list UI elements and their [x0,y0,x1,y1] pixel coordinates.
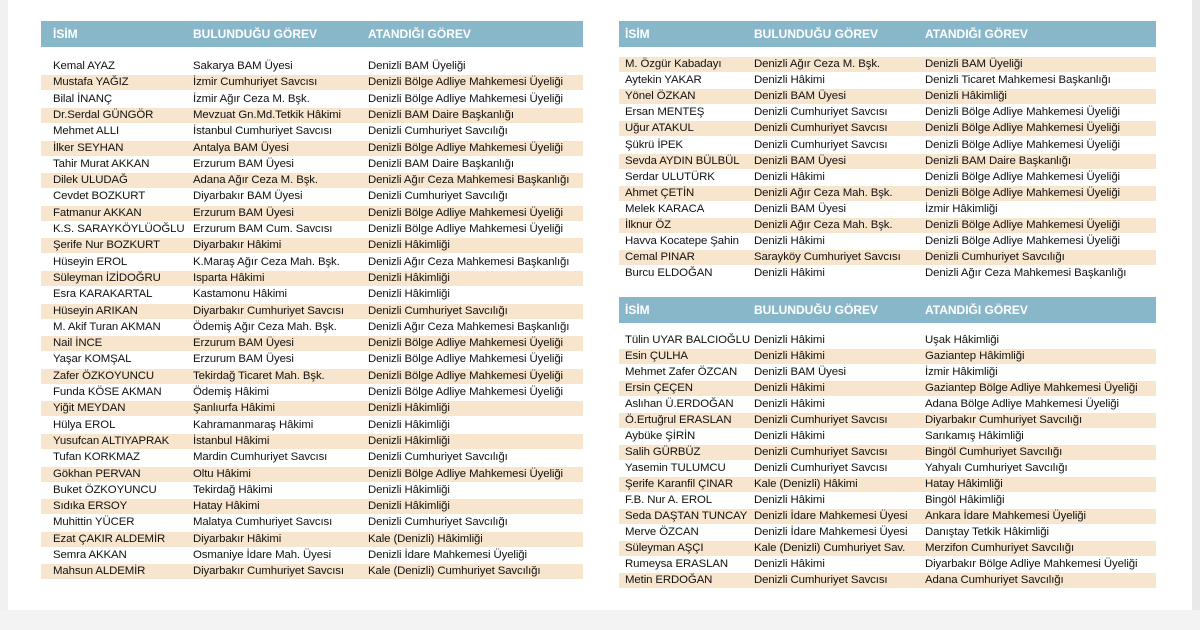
cell-assigned-position: Denizli Bölge Adliye Mahkemesi Üyeliği [925,170,1120,183]
cell-name: Şerife Nur BOZKURT [53,239,160,252]
cell-name: Dr.Serdal GÜNGÖR [53,108,154,121]
cell-name: Mustafa YAĞIZ [53,76,129,89]
cell-current-position: Denizli Hâkimi [754,334,825,346]
cell-current-position: Denizli BAM Üyesi [754,90,846,103]
table-row [619,349,1156,364]
cell-assigned-position: Denizli Bölge Adliye Mahkemesi Üyeliği [925,106,1120,119]
table-row [619,186,1156,201]
cell-assigned-position: Denizli Hâkimliği [368,288,450,301]
cell-current-position: Diyarbakır Hâkimi [193,532,282,545]
cell-current-position: Denizli İdare Mahkemesi Üyesi [754,526,908,538]
table-row [619,234,1156,249]
cell-name: Yasemin TULUMCU [625,462,726,474]
cell-current-position: Denizli Cumhuriyet Savcısı [754,574,888,586]
cell-name: Kemal AYAZ [53,60,115,72]
cell-current-position: Kahramanmaraş Hâkimi [193,418,314,431]
cell-name: Zafer ÖZKOYUNCU [53,369,155,382]
table-row [619,202,1156,217]
table-row [619,525,1156,540]
cell-current-position: Mevzuat Gn.Md.Tetkik Hâkimi [193,108,341,121]
cell-assigned-position: Denizli Bölge Adliye Mahkemesi Üyeliği [368,337,563,350]
cell-name: Tahir Murat AKKAN [53,157,150,170]
cell-current-position: İzmir Cumhuriyet Savcısı [193,76,318,89]
cell-assigned-position: Denizli Bölge Adliye Mahkemesi Üyeliği [925,122,1120,135]
table-row [619,413,1156,428]
cell-assigned-position: Danıştay Tetkik Hâkimliği [925,526,1049,538]
cell-assigned-position: Denizli Bölge Adliye Mahkemesi Üyeliği [368,92,563,105]
cell-assigned-position: Diyarbakır Bölge Adliye Mahkemesi Üyeliği [925,558,1138,570]
cell-current-position: Tekirdağ Hâkimi [193,483,273,496]
cell-assigned-position: Denizli Cumhuriyet Savcılığı [368,451,508,464]
cell-current-position: Hatay Hâkimi [193,500,260,513]
table-row [619,381,1156,396]
header-name: İSİM [625,303,650,317]
cell-assigned-position: Denizli BAM Daire Başkanlığı [368,157,514,170]
cell-current-position: Denizli Ağır Ceza Mah. Bşk. [754,186,893,199]
cell-assigned-position: Kale (Denizli) Cumhuriyet Savcılığı [368,565,541,578]
cell-current-position: Denizli Hâkimi [754,382,825,394]
cell-current-position: Denizli Hâkimi [754,494,825,506]
table-row [41,59,583,74]
cell-assigned-position: Denizli Bölge Adliye Mahkemesi Üyeliği [368,386,563,398]
cell-assigned-position: Denizli Ağır Ceza Mahkemesi Başkanlığı [368,320,570,333]
cell-assigned-position: Denizli Ağır Ceza Mahkemesi Başkanlığı [368,255,570,268]
cell-assigned-position: Denizli Hâkimliği [925,90,1007,103]
right-edge [1192,0,1200,630]
cell-name: Ersin ÇEÇEN [625,382,693,394]
cell-name: Muhittin YÜCER [53,516,135,529]
cell-assigned-position: Denizli Bölge Adliye Mahkemesi Üyeliği [368,76,563,89]
cell-assigned-position: Denizli Cumhuriyet Savcılığı [925,251,1065,264]
header-name: İSİM [53,27,78,41]
cell-name: Hülya EROL [53,418,116,431]
cell-assigned-position: İzmir Hâkimliği [925,202,998,215]
table-row [41,92,583,107]
cell-assigned-position: Sarıkamış Hâkimliği [925,430,1024,442]
table-row [41,467,583,482]
cell-assigned-position: Denizli BAM Üyeliği [925,58,1023,70]
table-row [41,157,583,172]
cell-name: Buket ÖZKOYUNCU [53,483,157,496]
cell-name: Yusufcan ALTIYAPRAK [53,434,170,447]
bottom-edge [0,610,1200,630]
cell-current-position: Denizli Cumhuriyet Savcısı [754,122,888,135]
table-row [41,287,583,302]
cell-current-position: Antalya BAM Üyesi [193,141,289,154]
cell-current-position: Diyarbakır Cumhuriyet Savcısı [193,304,344,317]
cell-assigned-position: Denizli Bölge Adliye Mahkemesi Üyeliği [925,186,1120,199]
cell-assigned-position: Denizli Bölge Adliye Mahkemesi Üyeliği [368,467,563,480]
cell-name: Esin ÇULHA [625,350,688,362]
header-current-position: BULUNDUĞU GÖREV [754,303,879,317]
cell-current-position: Diyarbakır BAM Üyesi [193,190,303,203]
cell-current-position: Denizli Hâkimi [754,170,825,183]
cell-name: Semra AKKAN [53,549,127,561]
table-row [41,401,583,416]
cell-name: Ersan MENTEŞ [625,106,705,119]
cell-assigned-position: Merzifon Cumhuriyet Savcılığı [925,542,1075,554]
cell-current-position: Kale (Denizli) Hâkimi [754,478,858,490]
cell-name: Dilek ULUDAĞ [53,174,128,187]
cell-current-position: Adana Ağır Ceza M. Bşk. [193,174,318,187]
cell-name: Cevdet BOZKURT [53,190,146,203]
cell-assigned-position: Denizli Hâkimliği [368,483,450,496]
cell-name: Funda KÖSE AKMAN [53,386,162,398]
cell-current-position: Şanlıurfa Hâkimi [193,402,275,415]
header-assigned-position: ATANDIĞI GÖREV [925,27,1028,41]
table-row [41,320,583,335]
table-row [41,564,583,579]
cell-name: Şükrü İPEK [625,138,683,151]
table-row [619,218,1156,233]
cell-name: Sevda AYDIN BÜLBÜL [625,154,740,167]
table-row [619,105,1156,120]
table-row [619,73,1156,88]
cell-name: Aytekin YAKAR [625,74,702,87]
cell-assigned-position: Denizli Bölge Adliye Mahkemesi Üyeliği [368,141,563,154]
cell-assigned-position: Denizli Ticaret Mahkemesi Başkanlığı [925,74,1111,87]
cell-name: Merve ÖZCAN [625,526,699,538]
table-row [41,124,583,139]
cell-name: M. Akif Turan AKMAN [53,320,161,333]
table-row [619,493,1156,508]
cell-current-position: Mardin Cumhuriyet Savcısı [193,451,328,464]
cell-assigned-position: Denizli Cumhuriyet Savcılığı [368,516,508,529]
cell-assigned-position: Denizli Bölge Adliye Mahkemesi Üyeliği [925,219,1120,231]
table-row [41,499,583,514]
cell-name: Süleyman İZİDOĞRU [53,271,161,284]
cell-current-position: Erzurum BAM Üyesi [193,206,294,219]
cell-assigned-position: Denizli Bölge Adliye Mahkemesi Üyeliği [925,138,1120,151]
table-row [619,250,1156,265]
cell-assigned-position: Denizli Ağır Ceza Mahkemesi Başkanlığı [368,174,570,187]
cell-assigned-position: Diyarbakır Cumhuriyet Savcılığı [925,414,1083,426]
cell-current-position: Ödemiş Hâkimi [193,386,269,398]
cell-name: Seda DAŞTAN TUNCAY [625,510,748,522]
header-assigned-position: ATANDIĞI GÖREV [925,303,1028,317]
table-row [41,75,583,90]
table-row [41,483,583,498]
cell-current-position: Denizli Hâkimi [754,430,825,442]
cell-assigned-position: Denizli Hâkimliği [368,500,450,513]
cell-current-position: Denizli Ağır Ceza Mah. Bşk. [754,219,893,231]
table-row [619,138,1156,153]
cell-name: M. Özgür Kabadayı [625,58,722,70]
cell-name: Uğur ATAKUL [625,122,694,135]
table-row [619,266,1156,281]
header-current-position: BULUNDUĞU GÖREV [754,27,879,41]
table-row [619,333,1156,348]
cell-current-position: Denizli Hâkimi [754,235,825,248]
cell-assigned-position: Denizli BAM Üyeliği [368,60,466,72]
header-assigned-position: ATANDIĞI GÖREV [368,27,471,41]
cell-assigned-position: Yahyalı Cumhuriyet Savcılığı [925,462,1068,474]
table-row [41,548,583,563]
table-row [619,541,1156,556]
cell-assigned-position: Denizli BAM Daire Başkanlığı [925,154,1071,167]
table-row [619,170,1156,185]
cell-name: Ahmet ÇETİN [625,186,695,199]
table-right-top [619,21,1156,283]
table-row [41,352,583,367]
table-row [619,397,1156,412]
table-header [619,297,1156,323]
table-header [41,21,583,47]
cell-current-position: Sarayköy Cumhuriyet Savcısı [754,251,901,264]
cell-name: Havva Kocatepe Şahin [625,235,739,248]
table-row [619,154,1156,169]
cell-assigned-position: Denizli İdare Mahkemesi Üyeliği [368,549,527,561]
cell-name: Şerife Karanfil ÇINAR [625,478,734,490]
table-header [619,21,1156,47]
cell-name: Esra KARAKARTAL [53,288,153,301]
table-row [41,418,583,433]
cell-name: Tufan KORKMAZ [53,451,140,464]
cell-assigned-position: Denizli Bölge Adliye Mahkemesi Üyeliği [368,223,563,235]
cell-current-position: Denizli BAM Üyesi [754,154,846,167]
cell-name: Metin ERDOĞAN [625,574,713,586]
cell-name: Mahsun ALDEMİR [53,565,146,578]
table-row [41,206,583,221]
cell-name: Mehmet Zafer ÖZCAN [625,366,738,378]
table-row [619,365,1156,380]
cell-assigned-position: Gaziantep Hâkimliği [925,350,1025,362]
table-right-bottom [619,297,1156,597]
cell-current-position: Denizli Ağır Ceza M. Bşk. [754,58,881,70]
cell-name: Aybüke ŞİRİN [625,430,696,442]
cell-current-position: Ödemiş Ağır Ceza Mah. Bşk. [193,320,337,333]
cell-current-position: Kastamonu Hâkimi [193,288,287,301]
cell-current-position: Erzurum BAM Üyesi [193,157,294,170]
cell-current-position: İzmir Ağır Ceza M. Bşk. [193,92,310,105]
cell-current-position: Denizli Cumhuriyet Savcısı [754,414,888,426]
cell-current-position: Denizli Hâkimi [754,74,825,87]
cell-assigned-position: Denizli Hâkimliği [368,418,450,431]
cell-name: Cemal PINAR [625,251,695,264]
cell-assigned-position: Adana Bölge Adliye Mahkemesi Üyeliği [925,398,1119,410]
cell-current-position: Denizli Hâkimi [754,350,825,362]
table-row [41,450,583,465]
cell-name: Bilal İNANÇ [53,92,113,105]
table-row [41,173,583,188]
cell-assigned-position: Gaziantep Bölge Adliye Mahkemesi Üyeliği [925,382,1138,394]
table-row [41,189,583,204]
cell-assigned-position: Bingöl Cumhuriyet Savcılığı [925,446,1063,458]
cell-assigned-position: Denizli Cumhuriyet Savcılığı [368,125,508,138]
table-left [41,21,583,591]
cell-name: Salih GÜRBÜZ [625,446,701,458]
table-row [619,89,1156,104]
table-row [41,336,583,351]
cell-name: Mehmet ALLI [53,125,120,138]
table-row [41,222,583,237]
table-row [619,121,1156,136]
cell-current-position: Denizli Cumhuriyet Savcısı [754,138,888,151]
table-row [41,108,583,123]
cell-assigned-position: Denizli Cumhuriyet Savcılığı [368,190,508,203]
cell-current-position: Denizli İdare Mahkemesi Üyesi [754,510,908,522]
cell-current-position: Denizli Hâkimi [754,267,825,280]
cell-current-position: Denizli Hâkimi [754,558,825,570]
cell-current-position: Isparta Hâkimi [193,271,265,284]
table-row [619,461,1156,476]
table-row [619,429,1156,444]
cell-name: Yönel ÖZKAN [625,90,696,103]
cell-name: K.S. SARAYKÖYLÜOĞLU [53,223,185,235]
cell-current-position: Denizli Cumhuriyet Savcısı [754,462,888,474]
cell-name: İlknur ÖZ [625,219,671,231]
table-row [41,434,583,449]
cell-assigned-position: Denizli Cumhuriyet Savcılığı [368,304,508,317]
cell-name: Burcu ELDOĞAN [625,267,713,280]
cell-assigned-position: Hatay Hâkimliği [925,478,1003,490]
cell-assigned-position: Bingöl Hâkimliği [925,494,1005,506]
cell-current-position: Erzurum BAM Üyesi [193,353,294,366]
cell-current-position: Tekirdağ Ticaret Mah. Bşk. [193,369,325,382]
cell-current-position: Denizli BAM Üyesi [754,202,846,215]
cell-name: Süleyman AŞÇI [625,542,704,554]
cell-current-position: Denizli Cumhuriyet Savcısı [754,106,888,119]
table-row [41,271,583,286]
cell-assigned-position: Denizli Ağır Ceza Mahkemesi Başkanlığı [925,267,1127,280]
table-row [41,141,583,156]
header-current-position: BULUNDUĞU GÖREV [193,27,318,41]
cell-current-position: Diyarbakır Cumhuriyet Savcısı [193,565,344,578]
cell-current-position: Osmaniye İdare Mah. Üyesi [193,549,332,561]
cell-assigned-position: Denizli Bölge Adliye Mahkemesi Üyeliği [925,235,1120,248]
cell-assigned-position: Denizli Hâkimliği [368,239,450,252]
left-edge [0,0,8,630]
cell-current-position: İstanbul Hâkimi [193,434,270,447]
table-row [41,369,583,384]
cell-assigned-position: Adana Cumhuriyet Savcılığı [925,574,1064,586]
cell-current-position: Denizli Hâkimi [754,398,825,410]
cell-current-position: Erzurum BAM Üyesi [193,337,294,350]
cell-current-position: İstanbul Cumhuriyet Savcısı [193,125,333,138]
cell-assigned-position: Denizli Bölge Adliye Mahkemesi Üyeliği [368,353,563,366]
cell-name: F.B. Nur A. EROL [625,494,713,506]
cell-assigned-position: Denizli BAM Daire Başkanlığı [368,108,514,121]
table-row [41,238,583,253]
table-row [41,515,583,530]
cell-name: Sıdıka ERSOY [53,500,128,513]
table-row [619,57,1156,72]
cell-assigned-position: Denizli Bölge Adliye Mahkemesi Üyeliği [368,369,563,382]
cell-assigned-position: Uşak Hâkimliği [925,334,999,346]
header-name: İSİM [625,27,650,41]
cell-assigned-position: Denizli Hâkimliği [368,434,450,447]
table-row [619,557,1156,572]
cell-assigned-position: Kale (Denizli) Hâkimliği [368,532,483,545]
cell-assigned-position: Ankara İdare Mahkemesi Üyeliği [925,510,1086,522]
table-row [619,477,1156,492]
cell-assigned-position: Denizli Hâkimliği [368,271,450,284]
table-row [619,445,1156,460]
table-row [619,573,1156,588]
cell-name: Hüseyin EROL [53,255,128,268]
cell-name: Rumeysa ERASLAN [625,558,728,570]
cell-current-position: Denizli Cumhuriyet Savcısı [754,446,888,458]
table-row [41,385,583,400]
cell-name: Ö.Ertuğrul ERASLAN [625,414,732,426]
cell-current-position: Malatya Cumhuriyet Savcısı [193,516,333,529]
cell-current-position: Kale (Denizli) Cumhuriyet Sav. [754,542,906,554]
cell-name: Hüseyin ARIKAN [53,304,138,317]
cell-current-position: Sakarya BAM Üyesi [193,60,293,72]
cell-name: Yiğit MEYDAN [53,402,126,415]
cell-name: Melek KARACA [625,202,705,215]
cell-current-position: Oltu Hâkimi [193,467,251,480]
cell-current-position: Diyarbakır Hâkimi [193,239,282,252]
table-row [41,532,583,547]
table-row [619,509,1156,524]
cell-assigned-position: İzmir Hâkimliği [925,366,998,378]
cell-assigned-position: Denizli Hâkimliği [368,402,450,415]
cell-name: İlker SEYHAN [53,141,124,154]
cell-name: Yaşar KOMŞAL [53,353,132,366]
cell-current-position: K.Maraş Ağır Ceza Mah. Bşk. [193,255,340,268]
cell-name: Nail İNCE [53,337,103,350]
table-row [41,304,583,319]
cell-name: Serdar ULUTÜRK [625,170,715,183]
cell-assigned-position: Denizli Bölge Adliye Mahkemesi Üyeliği [368,206,563,219]
cell-name: Ezat ÇAKIR ALDEMİR [53,532,166,545]
table-row [41,255,583,270]
cell-name: Fatmanur AKKAN [53,206,142,219]
cell-name: Aslıhan Ü.ERDOĞAN [625,398,734,410]
cell-current-position: Erzurum BAM Cum. Savcısı [193,223,333,235]
cell-name: Gökhan PERVAN [53,467,141,480]
cell-name: Tülin UYAR BALCIOĞLU [625,334,751,346]
cell-current-position: Denizli BAM Üyesi [754,366,846,378]
